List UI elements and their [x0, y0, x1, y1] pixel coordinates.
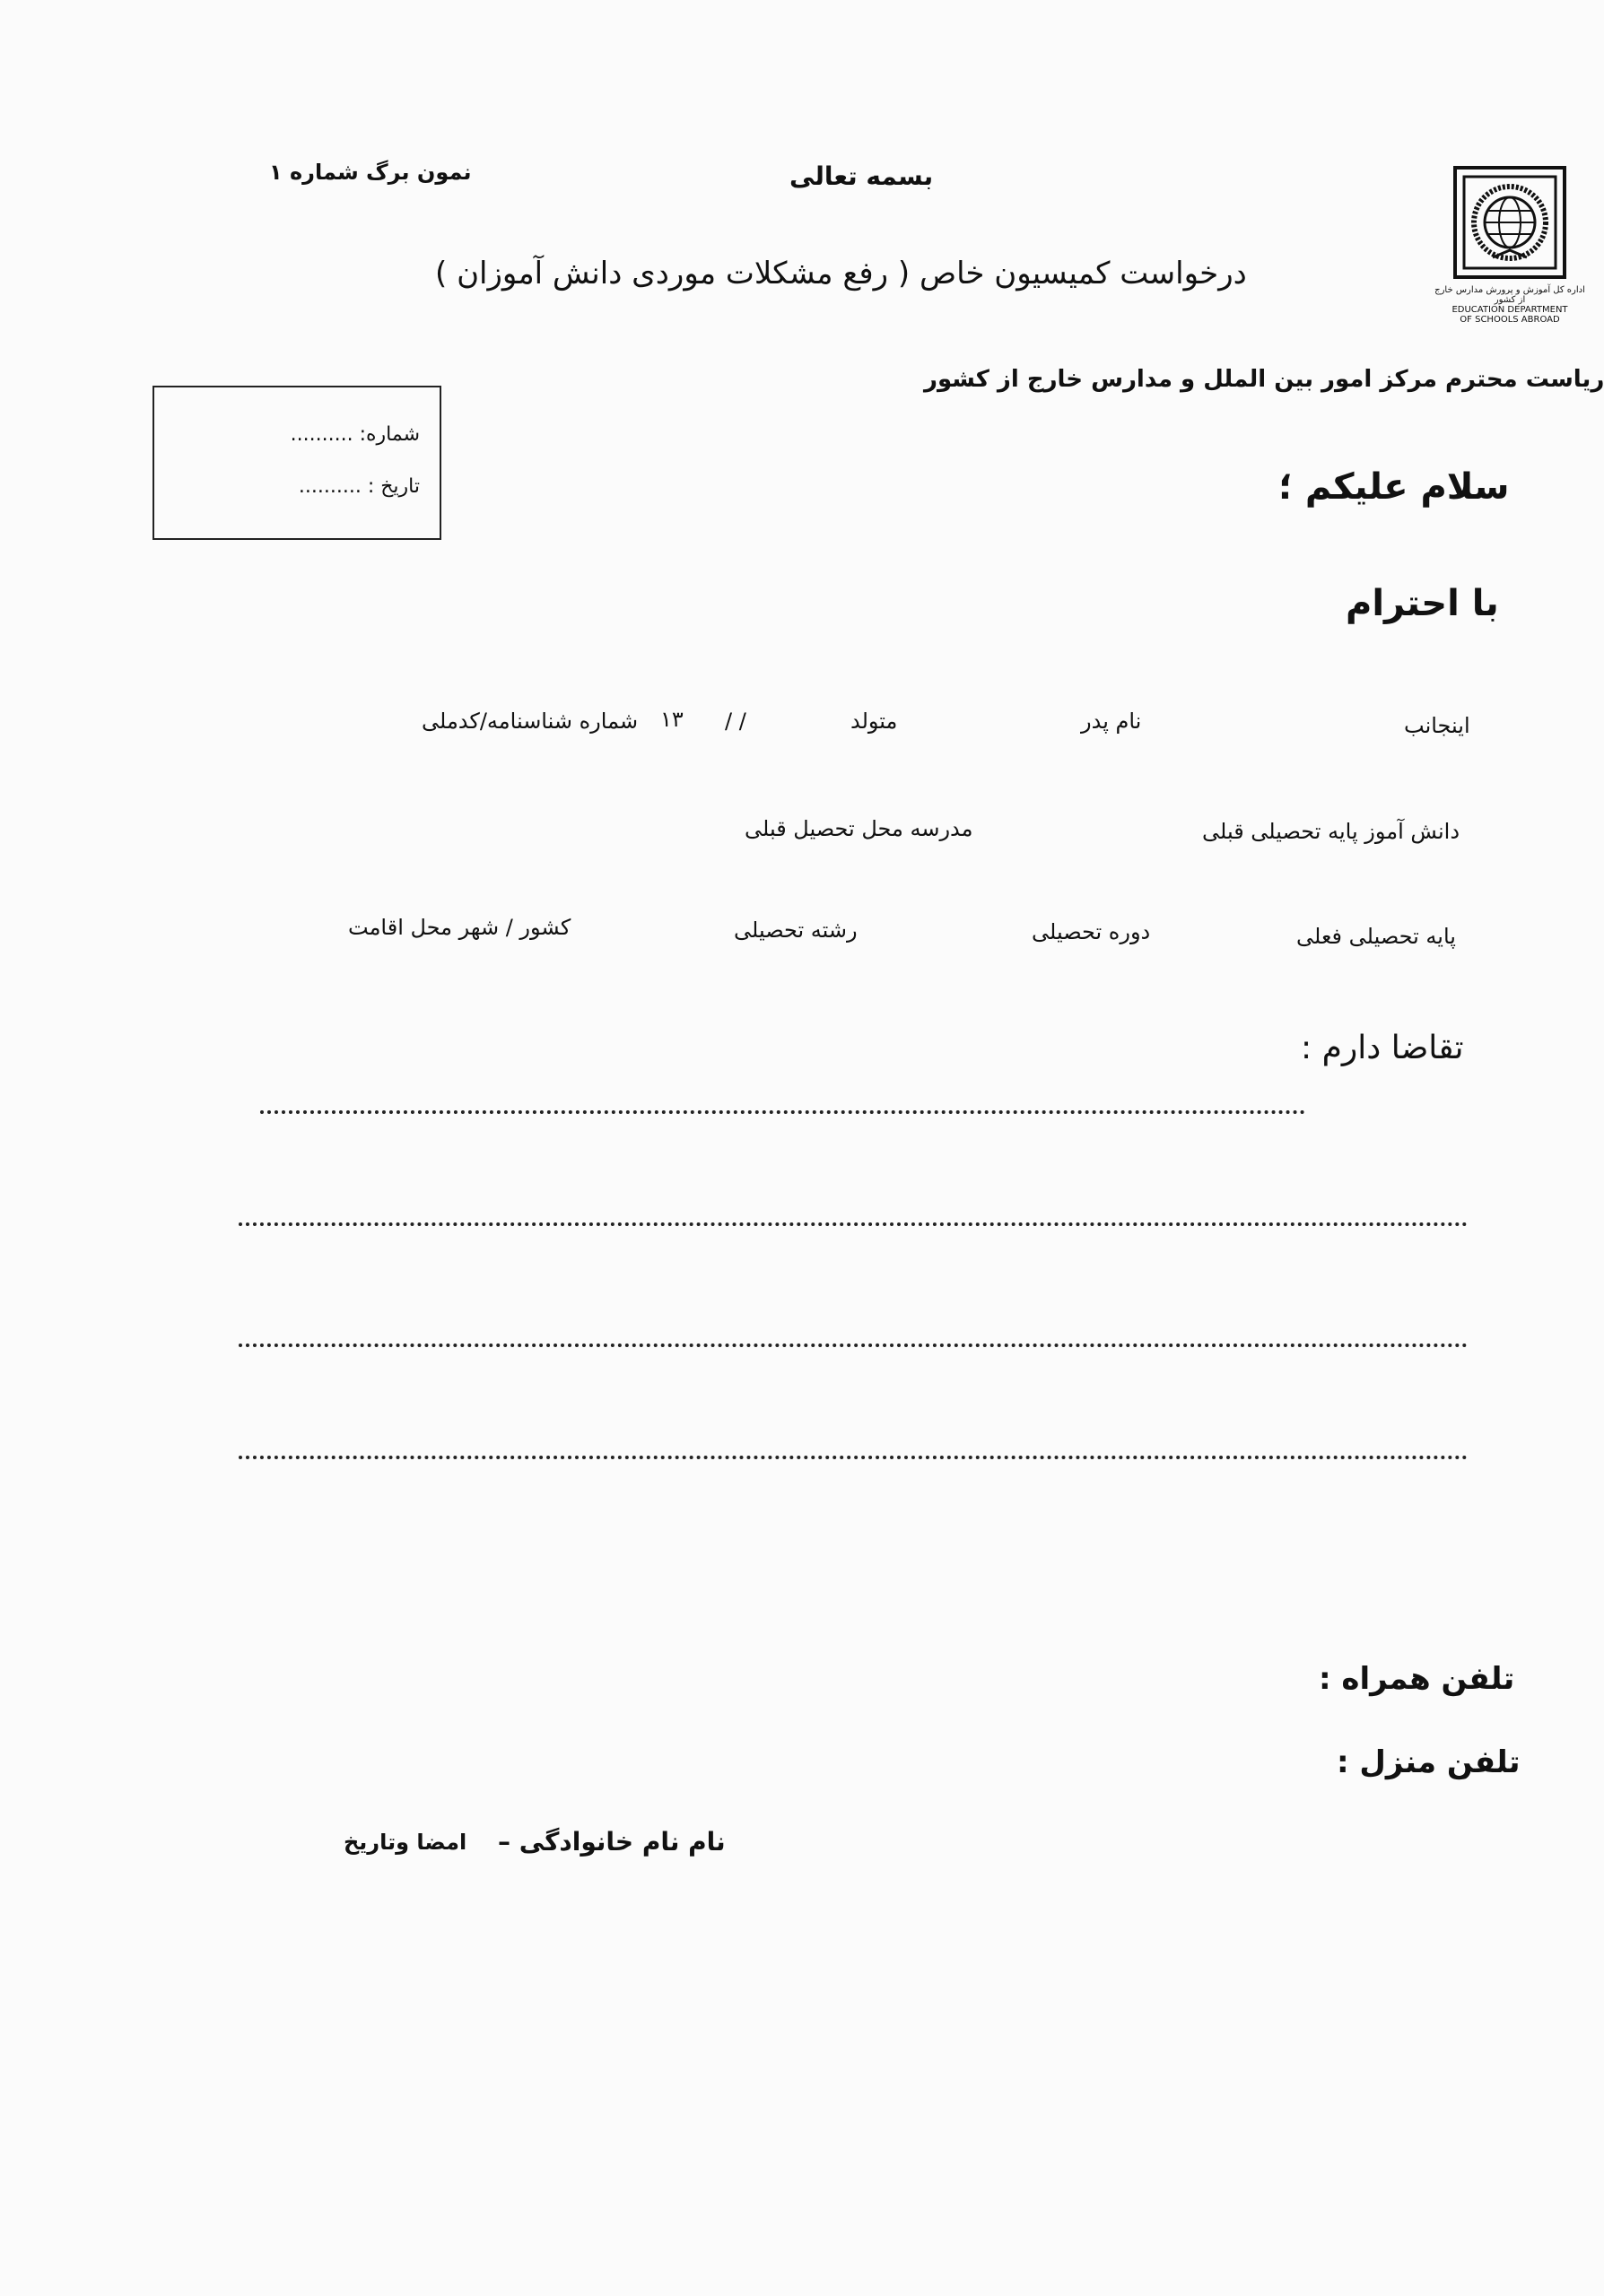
- request-dotted-line-3: [239, 1344, 1468, 1347]
- home-phone-label: تلفن منزل :: [1337, 1744, 1521, 1780]
- form-title: درخواست کمیسیون خاص ( رفع مشکلات موردی دانش آموزان ): [435, 256, 1247, 291]
- form-number-label: نمون برگ شماره ۱: [269, 160, 472, 185]
- id-number-label: شماره شناسنامه/کدملی: [422, 709, 639, 734]
- reference-box: [153, 386, 441, 540]
- mobile-phone-label: تلفن همراه :: [1319, 1661, 1515, 1697]
- letter-number-field: شماره: ..........: [290, 423, 420, 446]
- residence-label: کشور / شهر محل اقامت: [348, 915, 571, 940]
- applicant-label: اینجانب: [1404, 713, 1470, 738]
- greeting-heading: سلام علیکم ؛: [1278, 466, 1510, 508]
- course-label: دوره تحصیلی: [1032, 919, 1151, 944]
- request-dotted-line-2: [239, 1222, 1468, 1226]
- request-label: تقاضا دارم :: [1301, 1030, 1464, 1066]
- basmala-heading: بسمه تعالی: [789, 161, 934, 191]
- full-name-label: نام نام خانوادگی –: [498, 1827, 726, 1857]
- respect-heading: با احترام: [1346, 583, 1499, 624]
- addressee-line: ریاست محترم مرکز امور بین الملل و مدارس خارج از کشور: [924, 366, 1604, 393]
- request-dotted-line-4: [239, 1456, 1468, 1459]
- letter-date-field: تاریخ : ..........: [298, 475, 420, 498]
- previous-grade-label: دانش آموز پایه تحصیلی قبلی: [1202, 819, 1460, 844]
- born-label: متولد: [850, 709, 898, 734]
- request-dotted-line-1: [260, 1110, 1305, 1114]
- father-name-label: نام پدر: [1081, 709, 1142, 734]
- signature-date-label: امضا وتاریخ: [344, 1830, 467, 1855]
- major-label: رشته تحصیلی: [734, 918, 858, 943]
- previous-school-label: مدرسه محل تحصیل قبلی: [745, 816, 973, 841]
- globe-book-emblem-icon: [1457, 170, 1563, 275]
- current-grade-label: پایه تحصیلی فعلی: [1296, 924, 1456, 949]
- birth-date-slashes: / /: [725, 709, 746, 734]
- logo-caption: اداره کل آموزش و پرورش مدارس خارج از کشور EDUCATION DEPARTMENT OF SCHOOLS ABROAD: [1434, 285, 1585, 325]
- year-prefix: ۱۳: [660, 707, 684, 732]
- organization-logo: [1453, 166, 1566, 279]
